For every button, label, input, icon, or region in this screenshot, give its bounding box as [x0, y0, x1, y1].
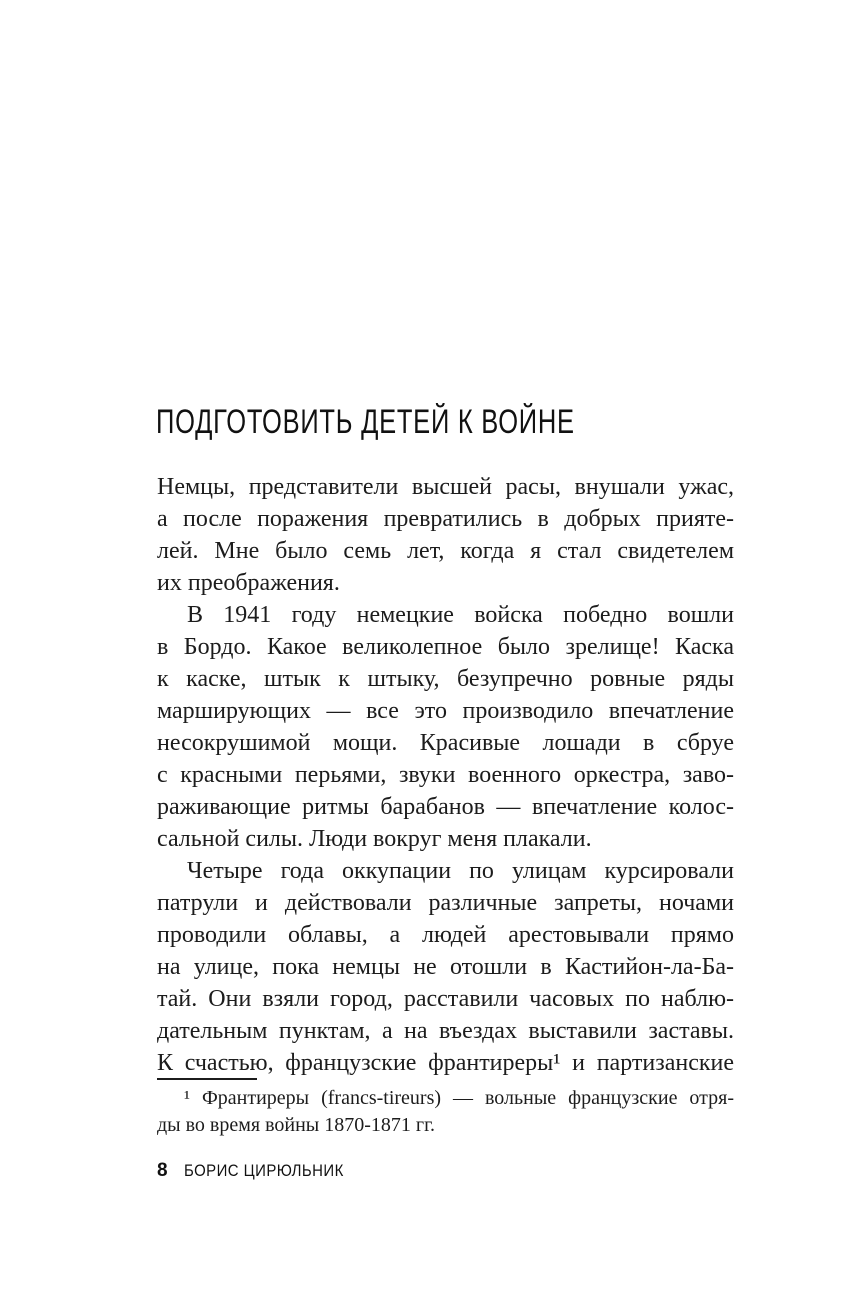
text-line: К счастью, французские франтиреры¹ и партизанские — [157, 1050, 734, 1076]
text-line: В 1941 году немецкие войска победно вошли — [187, 602, 734, 628]
footnote-line: ды во время войны 1870-1871 гг. — [157, 1114, 436, 1136]
text-line: дательным пунктам, а на въездах выставили заставы. — [157, 1018, 734, 1044]
text-line: к каске, штык к штыку, безупречно ровные ряды — [157, 666, 734, 692]
text-line: марширующих — все это производило впечатление — [157, 698, 734, 724]
text-line: с красными перьями, звуки военного оркестра, заво- — [157, 762, 734, 788]
text-line: сальной силы. Люди вокруг меня плакали. — [157, 826, 592, 852]
text-line: на улице, пока немцы не отошли в Кастийон-ла-Ба- — [157, 954, 734, 980]
text-line: несокрушимой мощи. Красивые лошади в сбруе — [157, 730, 734, 756]
paragraph — [157, 599, 734, 855]
text-line: Четыре года оккупации по улицам курсировали — [187, 858, 734, 884]
paragraph — [157, 855, 734, 1079]
page-footer — [157, 1160, 365, 1182]
body-text — [157, 471, 734, 1079]
book-author: БОРИС ЦИРЮЛЬНИК — [183, 1161, 344, 1180]
text-line: проводили облавы, а людей арестовывали прямо — [157, 922, 734, 948]
text-line: их преображения. — [157, 570, 340, 596]
text-line: раживающие ритмы барабанов — впечатление колос- — [157, 794, 734, 820]
text-line: лей. Мне было семь лет, когда я стал свидетелем — [157, 538, 734, 564]
footnote — [157, 1085, 734, 1139]
text-line: в Бордо. Какое великолепное было зрелище! Каска — [157, 634, 734, 660]
paragraph — [157, 471, 734, 599]
chapter-title: ПОДГОТОВИТЬ ДЕТЕЙ К ВОЙНЕ — [156, 403, 575, 441]
footnote-rule — [157, 1078, 257, 1080]
text-line: Немцы, представители высшей расы, внушали ужас, — [157, 474, 734, 500]
footnote-line: ¹ Франтиреры (francs-tireurs) — вольные французские отря- — [184, 1087, 734, 1109]
text-line: а после поражения превратились в добрых прияте- — [157, 506, 734, 532]
text-line: патрули и действовали различные запреты, ночами — [157, 890, 734, 916]
text-line: тай. Они взяли город, расставили часовых по наблю- — [157, 986, 734, 1012]
page-number: 8 — [157, 1160, 168, 1181]
